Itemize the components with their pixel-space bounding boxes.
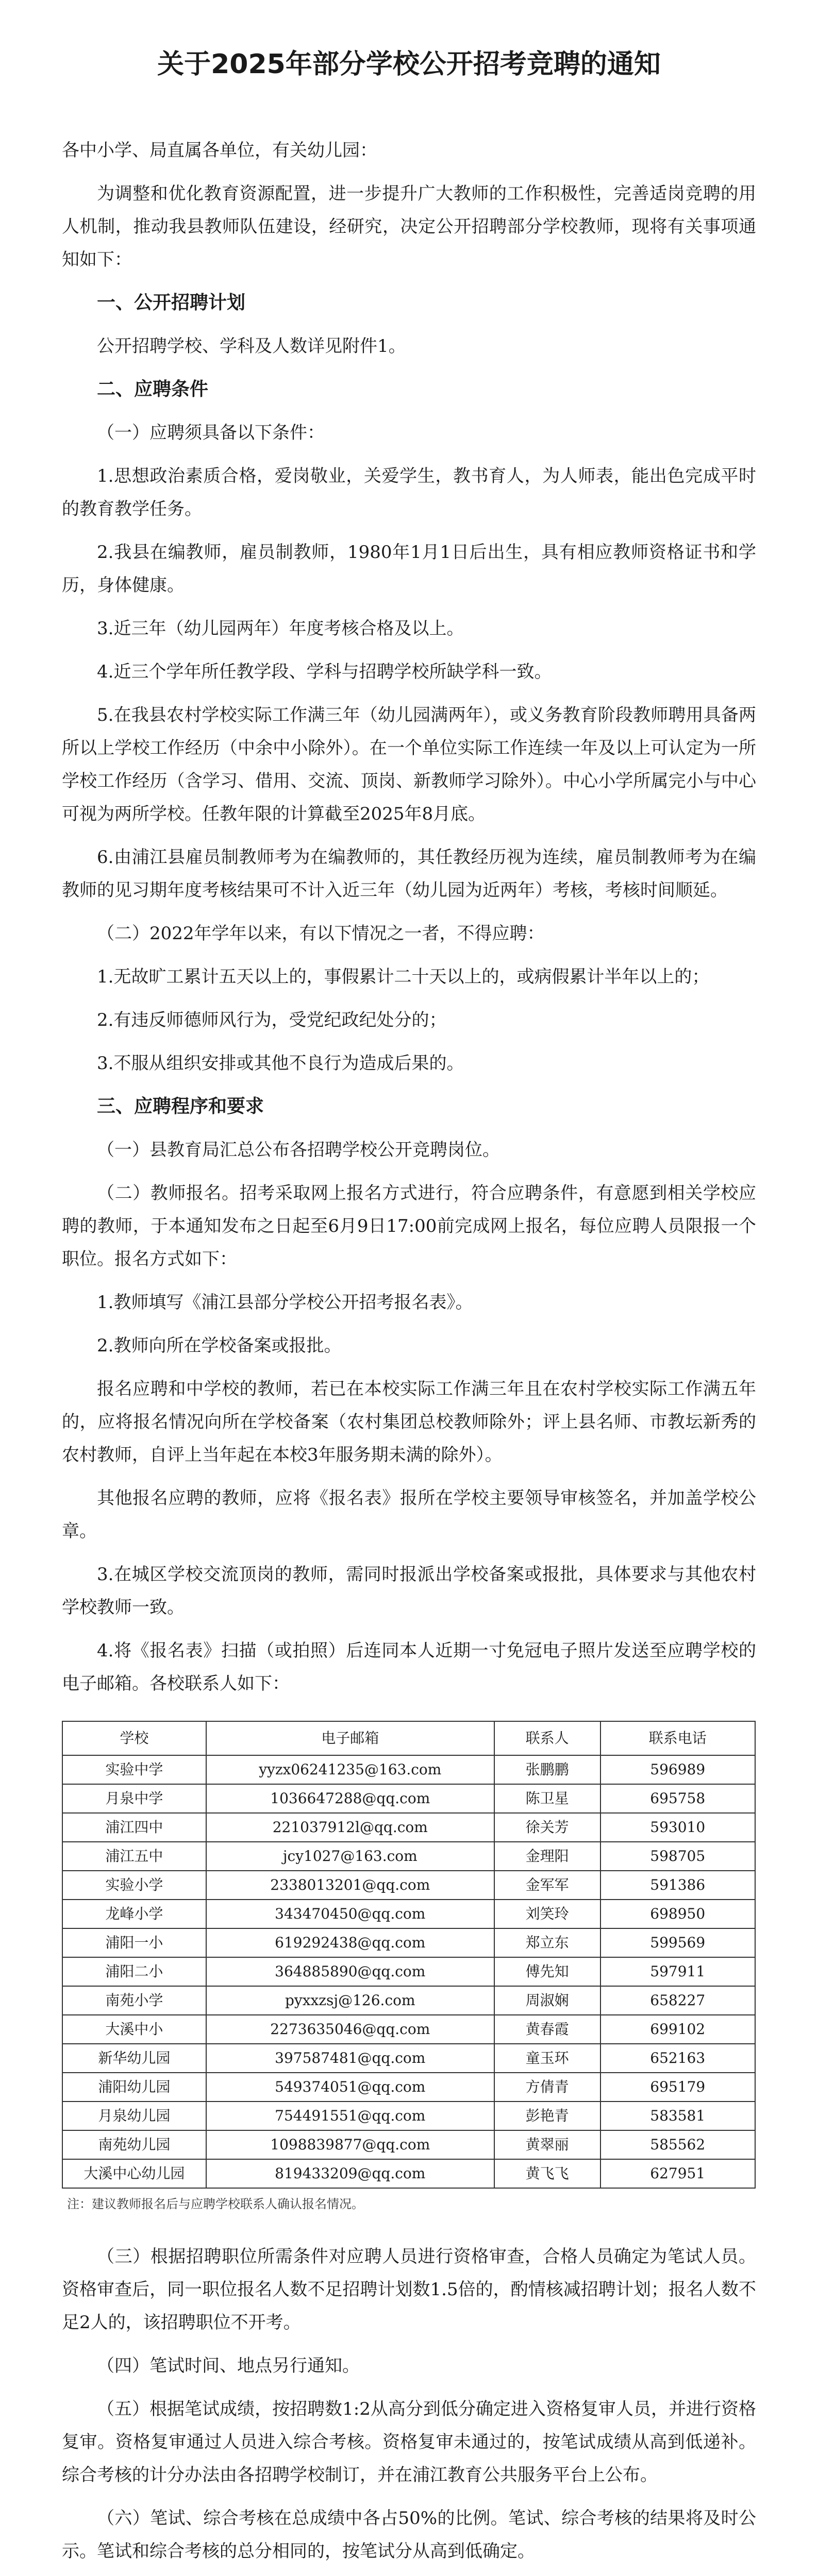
table-row [62,2102,755,2130]
paragraph: （六）笔试、综合考核在总成绩中各占50%的比例。笔试、综合考核的结果将及时公示。笔试和综合考核的总分相同的，按笔试分从高到低确定。 [62,2508,756,2562]
cell-email: 364885890@qq.com [206,1957,494,1986]
list-item: 2.我县在编教师，雇员制教师，1980年1月1日后出生，具有相应教师资格证书和学历，身体健康。 [62,542,756,596]
cell-contact: 童玉环 [494,2044,600,2073]
cell-contact: 张鹏鹏 [494,1755,600,1784]
cell-contact: 金军军 [494,1871,600,1900]
list-item: 1.思想政治素质合格，爱岗敬业，关爱学生，教书育人，为人师表，能出色完成平时的教育教学任务。 [62,466,756,519]
cell-school: 浦阳二小 [62,1957,206,1986]
cell-school: 南苑幼儿园 [62,2130,206,2159]
table-row [62,1928,755,1957]
table-row [62,2159,755,2188]
paragraph: （四）笔试时间、地点另行通知。 [97,2355,360,2376]
cell-phone: 591386 [600,1871,756,1900]
column-header: 学校 [62,1721,206,1755]
intro-paragraph: 为调整和优化教育资源配置，进一步提升广大教师的工作积极性，完善适岗竞聘的用人机制，推动我县教师队伍建设，经研究，决定公开招聘部分学校教师，现将有关事项通知如下： [62,183,756,270]
cell-phone: 596989 [600,1755,756,1784]
cell-school: 新华幼儿园 [62,2044,206,2073]
table-row [62,1986,755,2015]
section-heading-2: 二、应聘条件 [97,379,209,400]
section-heading-3: 三、应聘程序和要求 [97,1096,264,1117]
list-item: 6.由浦江县雇员制教师考为在编教师的，其任教经历视为连续，雇员制教师考为在编教师的见习期年度考核结果可不计入近三年（幼儿园为近两年）考核，考核时间顺延。 [62,847,756,901]
cell-school: 浦江五中 [62,1842,206,1871]
cell-email: 2338013201@qq.com [206,1871,494,1900]
contacts-table [62,1721,756,2189]
cell-email: 1036647288@qq.com [206,1784,494,1813]
cell-email: 819433209@qq.com [206,2159,494,2188]
cell-email: 549374051@qq.com [206,2073,494,2102]
cell-school: 浦江四中 [62,1813,206,1842]
table-header-row [62,1721,755,1755]
table-note: 注：建议教师报名后与应聘学校联系人确认报名情况。 [67,2197,364,2211]
table-row [62,1784,755,1813]
table-row [62,1871,755,1900]
cell-email: jcy1027@163.com [206,1842,494,1871]
cell-phone: 598705 [600,1842,756,1871]
cell-contact: 傅先知 [494,1957,600,1986]
cell-phone: 658227 [600,1986,756,2015]
cell-contact: 方倩青 [494,2073,600,2102]
cell-email: 397587481@qq.com [206,2044,494,2073]
list-item: 2.有违反师德师风行为，受党纪政纪处分的； [97,1010,447,1030]
list-item: 5.在我县农村学校实际工作满三年（幼儿园满两年），或义务教育阶段教师聘用具备两所以上学校工作经历（中余中小除外）。在一个单位实际工作连续一年及以上可认定为一所学校工作经历（含学习、借用、交流、顶岗、新教师学习除外）。中心小学所属完小与中心可视为两所学校。任教年限的计算截至2025年8月底。 [62,705,756,824]
cell-contact: 陈卫星 [494,1784,600,1813]
cell-phone: 695758 [600,1784,756,1813]
cell-contact: 黄翠丽 [494,2130,600,2159]
cell-phone: 583581 [600,2102,756,2130]
cell-contact: 金理阳 [494,1842,600,1871]
cell-phone: 627951 [600,2159,756,2188]
cell-contact: 周淑娴 [494,1986,600,2015]
list-item: 4.将《报名表》扫描（或拍照）后连同本人近期一寸免冠电子照片发送至应聘学校的电子邮箱。各校联系人如下： [62,1640,756,1694]
table-row [62,2130,755,2159]
table-body [62,1755,755,2188]
paragraph: （五）根据笔试成绩，按招聘数1:2从高分到低分确定进入资格复审人员，并进行资格复审。资格复审通过人员进入综合考核。资格复审未通过的，按笔试成绩从高到低递补。综合考核的计分办法由各招聘学校制订，并在浦江教育公共服务平台上公布。 [62,2399,756,2485]
table-row [62,1842,755,1871]
list-item: 3.不服从组织安排或其他不良行为造成后果的。 [97,1053,464,1074]
list-item: 4.近三个学年所任教学段、学科与招聘学校所缺学科一致。 [97,662,552,682]
cell-school: 浦阳一小 [62,1928,206,1957]
paragraph: （二）教师报名。招考采取网上报名方式进行，符合应聘条件，有意愿到相关学校应聘的教师，于本通知发布之日起至6月9日17:00前完成网上报名，每位应聘人员限报一个职位。报名方式如下： [62,1183,756,1269]
cell-school: 实验中学 [62,1755,206,1784]
cell-contact: 郑立东 [494,1928,600,1957]
table-row [62,1900,755,1928]
cell-school: 月泉幼儿园 [62,2102,206,2130]
cell-phone: 599569 [600,1928,756,1957]
list-item: 2.教师向所在学校备案或报批。 [97,1335,342,1356]
document-title: 关于2025年部分学校公开招考竞聘的通知 [157,49,661,80]
table-row [62,2044,755,2073]
cell-school: 实验小学 [62,1871,206,1900]
cell-contact: 黄飞飞 [494,2159,600,2188]
paragraph: 公开招聘学校、学科及人数详见附件1。 [97,336,406,357]
paragraph: 报名应聘和中学校的教师，若已在本校实际工作满三年且在农村学校实际工作满五年的，应将报名情况向所在学校备案（农村集团总校教师除外；评上县名师、市教坛新秀的农村教师，自评上当年起在本校3年服务期未满的除外）。 [62,1379,756,1465]
cell-email: 754491551@qq.com [206,2102,494,2130]
document-body [62,134,756,2576]
salutation: 各中小学、局直属各单位，有关幼儿园： [62,140,377,161]
list-item: 1.无故旷工累计五天以上的，事假累计二十天以上的，或病假累计半年以上的； [97,967,710,987]
cell-phone: 699102 [600,2015,756,2044]
paragraph: 其他报名应聘的教师，应将《报名表》报所在学校主要领导审核签名，并加盖学校公章。 [62,1488,756,1541]
cell-phone: 652163 [600,2044,756,2073]
cell-email: 2273635046@qq.com [206,2015,494,2044]
cell-email: 1098839877@qq.com [206,2130,494,2159]
table-row [62,1957,755,1986]
cell-phone: 597911 [600,1957,756,1986]
cell-phone: 593010 [600,1813,756,1842]
cell-phone: 695179 [600,2073,756,2102]
cell-school: 龙峰小学 [62,1900,206,1928]
table-row [62,1755,755,1784]
column-header: 联系人 [494,1721,600,1755]
cell-school: 浦阳幼儿园 [62,2073,206,2102]
cell-email: pyxxzsj@126.com [206,1986,494,2015]
cell-email: 619292438@qq.com [206,1928,494,1957]
cell-contact: 彭艳青 [494,2102,600,2130]
cell-phone: 698950 [600,1900,756,1928]
paragraph: （一）县教育局汇总公布各招聘学校公开竞聘岗位。 [97,1140,500,1160]
cell-phone: 585562 [600,2130,756,2159]
cell-school: 大溪中小 [62,2015,206,2044]
column-header: 电子邮箱 [206,1721,494,1755]
cell-contact: 黄春霞 [494,2015,600,2044]
cell-school: 月泉中学 [62,1784,206,1813]
cell-school: 南苑小学 [62,1986,206,2015]
cell-email: yyzx06241235@163.com [206,1755,494,1784]
cell-email: 221037912l@qq.com [206,1813,494,1842]
table-row [62,2073,755,2102]
table-row [62,2015,755,2044]
cell-contact: 徐关芳 [494,1813,600,1842]
subsection-heading: （一）应聘须具备以下条件： [97,422,325,443]
subsection-heading: （二）2022年学年以来，有以下情况之一者，不得应聘： [97,923,545,944]
cell-contact: 刘笑玲 [494,1900,600,1928]
list-item: 3.近三年（幼儿园两年）年度考核合格及以上。 [97,618,464,639]
list-item: 1.教师填写《浦江县部分学校公开招考报名表》。 [97,1292,473,1313]
table-row [62,1813,755,1842]
section-heading-1: 一、公开招聘计划 [97,292,246,313]
cell-school: 大溪中心幼儿园 [62,2159,206,2188]
paragraph: （三）根据招聘职位所需条件对应聘人员进行资格审查，合格人员确定为笔试人员。资格审查后，同一职位报名人数不足招聘计划数1.5倍的，酌情核减招聘计划；报名人数不足2人的，该招聘职位不开考。 [62,2246,756,2333]
column-header: 联系电话 [600,1721,756,1755]
list-item: 3.在城区学校交流顶岗的教师，需同时报派出学校备案或报批，具体要求与其他农村学校教师一致。 [62,1564,756,1618]
cell-email: 343470450@qq.com [206,1900,494,1928]
